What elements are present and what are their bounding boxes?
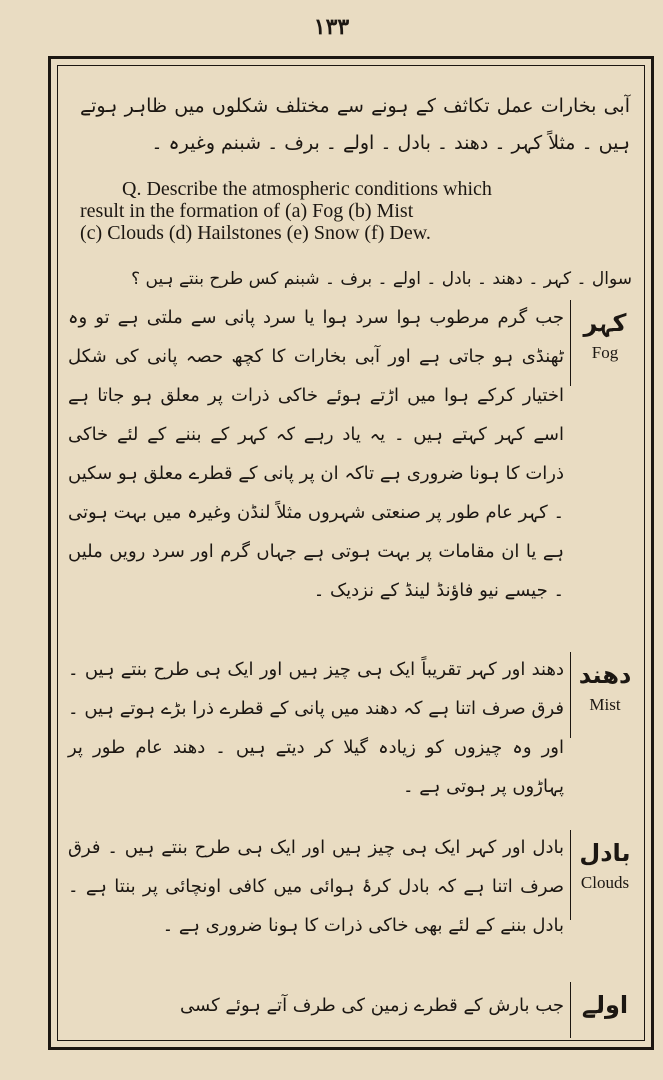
intro-paragraph: آبی بخارات عمل تکاثف کے ہونے سے مختلف شکلوں میں ظاہر ہوتے ہیں ۔ مثلاً کہر ۔ دھند ۔ بادل ۔ اولے ۔ برف ۔ شبنم وغیرہ ۔: [80, 95, 630, 154]
question-line-2: result in the formation of (a) Fog (b) Mist: [80, 200, 414, 222]
clouds-urdu-term: بادل: [579, 839, 631, 867]
section-hailstones: [68, 986, 636, 1038]
question-prefix: Q.: [122, 178, 142, 200]
fog-text: جب گرم مرطوب ہوا سرد ہوا یا سرد پانی سے ملتی ہے تو وہ ٹھنڈی ہو جاتی ہے اور آبی بخارات کا کچھ حصہ پانی کی شکل اختیار کرکے ہوا میں اڑتے ہوئے خاکی ذرات پر معلق ہو جاتا ہے اسے کہر کہتے ہیں ۔ یہ یاد رہے کہ کہر کے بننے کے لئے خاکی ذرات کا ہونا ضروری ہے تاکہ ان پر پانی کے قطرے معلق ہو سکیں ۔ کہر عام طور پر صنعتی شہروں مثلاً لنڈن وغیرہ میں بہت ہوتی ہے یا ان مقامات پر بہت ہوتی ہے جہاں گرم اور سرد رویں ملیں ۔ جیسے نیو فاؤنڈ لینڈ کے نزدیک ۔: [68, 307, 564, 601]
mist-urdu-term: دھند: [578, 661, 632, 689]
outer-page-border: [48, 56, 654, 1050]
section-fog-tag: [574, 304, 636, 382]
hailstones-text: جب بارش کے قطرے زمین کی طرف آتے ہوئے کسی: [180, 995, 564, 1016]
english-question: [80, 178, 632, 244]
section-clouds-tag: [574, 834, 636, 916]
mist-english-term: Mist: [589, 695, 621, 714]
fog-english-term: Fog: [591, 343, 619, 362]
section-mist: [68, 650, 636, 820]
question-line-1: Describe the atmospheric conditions which: [146, 178, 492, 200]
question-line-3: (c) Clouds (d) Hailstones (e) Snow (f) Dew.: [80, 222, 431, 244]
clouds-english-term: Clouds: [580, 873, 630, 892]
clouds-text: بادل اور کہر ایک ہی چیز ہیں اور ایک ہی طرح بنتے ہیں ۔ فرق صرف اتنا ہے کہ بادل کرۂ ہوائی میں کافی اونچائی پر بنتا ہے ۔ بادل بننے کے لئے بھی خاکی ذرات کا ہونا ضروری ہے ۔: [68, 837, 564, 936]
urdu-question: سوال ۔ کہر ۔ دھند ۔ بادل ۔ اولے ۔ برف ۔ شبنم کس طرح بنتے ہیں ؟: [131, 269, 632, 289]
section-hailstones-tag: [574, 986, 636, 1034]
mist-text: دھند اور کہر تقریباً ایک ہی چیز ہیں اور ایک ہی طرح بنتے ہیں ۔ فرق صرف اتنا ہے کہ دھند میں پانی کے قطرے ذرا بڑے ہوتے ہیں ۔ اور وہ چیزوں کو زیادہ گیلا کر دیتے ہیں ۔ دھند عام طور پر پہاڑوں پر ہوتی ہے ۔: [68, 659, 564, 797]
section-fog: [68, 298, 636, 666]
fog-urdu-term: کہر: [583, 309, 627, 337]
page-number: ١٣٣: [313, 14, 350, 40]
inner-page-border: [57, 65, 645, 1041]
section-mist-tag: [574, 656, 636, 734]
hailstones-urdu-term: اولے: [581, 991, 629, 1019]
section-clouds: [68, 828, 636, 986]
